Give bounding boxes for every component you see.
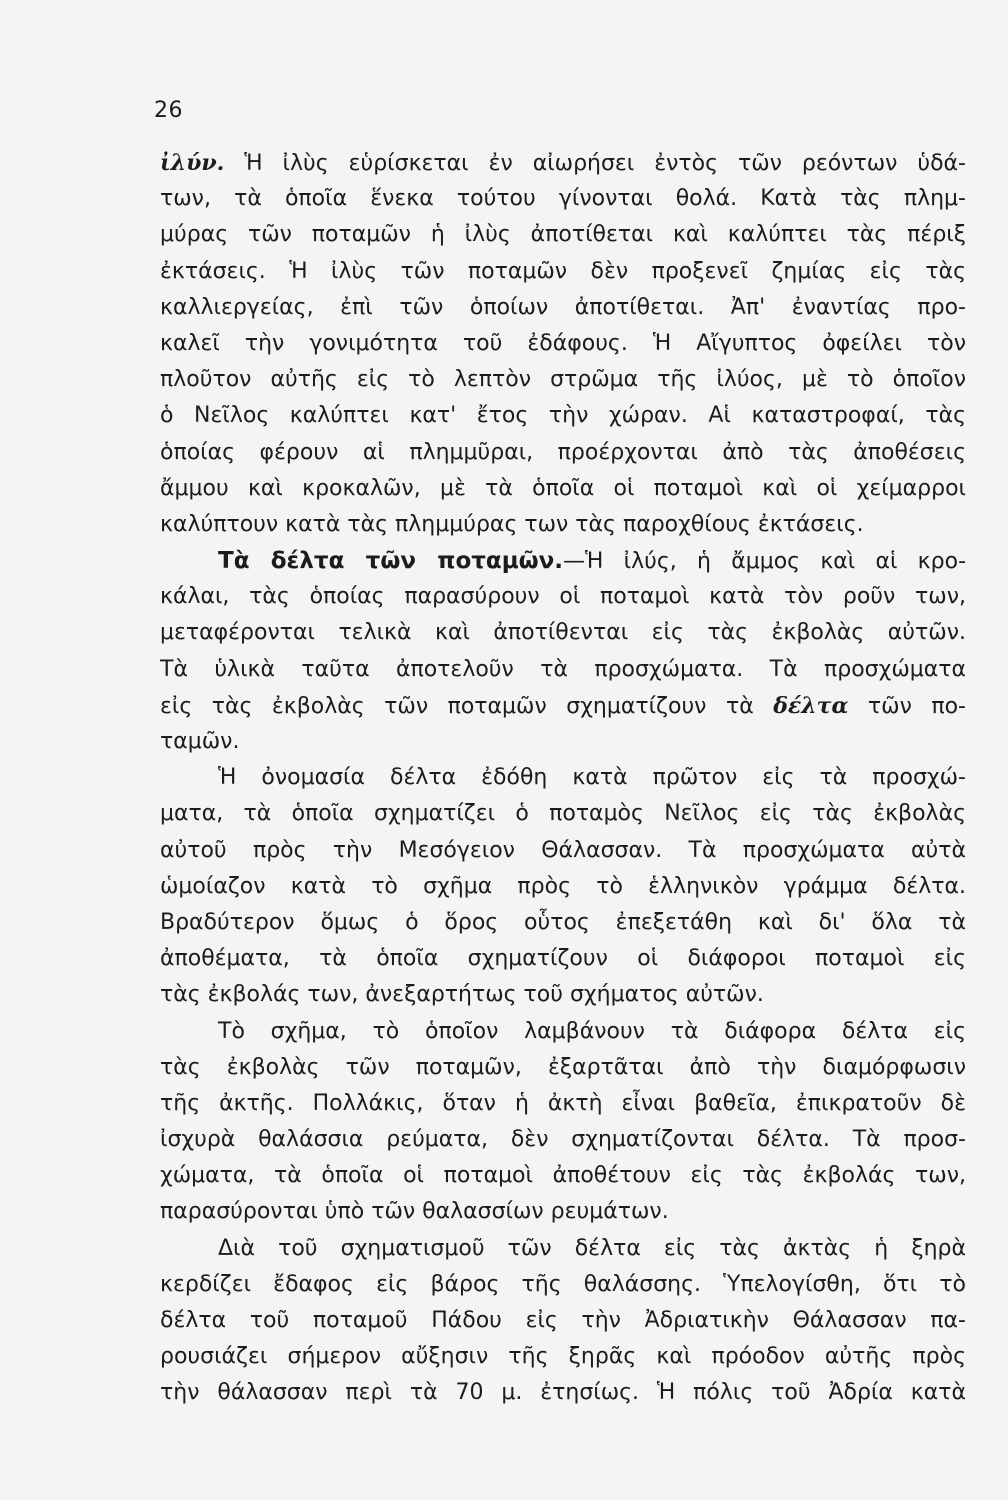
text-line: καλλιεργείας, ἐπὶ τῶν ὁποίων ἀποτίθεται. Ἀπ' ἐναντίας προ- (160, 294, 966, 320)
line-text: τῶν πο- (848, 693, 966, 719)
text-line: καλεῖ τὴν γονιμότητα τοῦ ἐδάφους. Ἡ Αἴγυπτος ὀφείλει τὸν (160, 330, 966, 356)
text-line (160, 688, 966, 724)
text-line: τὰς ἐκβολάς των, ἀνεξαρτήτως τοῦ σχήματος αὐτῶν. (160, 982, 764, 1008)
text-line: καλύπτουν κατὰ τὰς πλημμύρας των τὰς παροχθίους ἐκτάσεις. (160, 511, 864, 537)
text-line: ματα, τὰ ὁποῖα σχηματίζει ὁ ποταμὸς Νεῖλος εἰς τὰς ἐκβολὰς (160, 801, 966, 827)
body-text (160, 145, 966, 1412)
text-line: ἰσχυρὰ θαλάσσια ρεύματα, δὲν σχηματίζονται δέλτα. Τὰ προσ- (160, 1127, 966, 1153)
text-line: ὁποίας φέρουν αἱ πλημμῦραι, προέρχονται ἀπὸ τὰς ἀποθέσεις (160, 439, 966, 465)
text-line (160, 145, 966, 181)
text-line: κερδίζει ἔδαφος εἰς βάρος τῆς θαλάσσης. Ὑπελογίσθη, ὅτι τὸ (160, 1271, 966, 1297)
text-line: τὰς ἐκβολὰς τῶν ποταμῶν, ἐξαρτᾶται ἀπὸ τὴν διαμόρφωσιν (160, 1054, 966, 1080)
text-line: αὐτοῦ πρὸς τὴν Μεσόγειον Θάλασσαν. Τὰ προσχώματα αὐτὰ (160, 837, 966, 863)
text-line: τὴν θάλασσαν περὶ τὰ 70 μ. ἐτησίως. Ἡ πόλις τοῦ Ἀδρία κατὰ (160, 1380, 966, 1406)
text-line: μεταφέρονται τελικὰ καὶ ἀποτίθενται εἰς τὰς ἐκβολὰς αὐτῶν. (160, 620, 966, 646)
text-line: παρασύρονται ὑπὸ τῶν θαλασσίων ρευμάτων. (160, 1199, 669, 1225)
page-number: 26 (154, 98, 183, 123)
text-line: Διὰ τοῦ σχηματισμοῦ τῶν δέλτα εἰς τὰς ἀκτὰς ἡ ξηρὰ (218, 1235, 966, 1261)
italic-term: δέλτα (773, 692, 849, 719)
text-line (160, 543, 966, 579)
text-line: πλοῦτον αὐτῆς εἰς τὸ λεπτὸν στρῶμα τῆς ἰλύος, μὲ τὸ ὁποῖον (160, 367, 966, 393)
text-line: δέλτα τοῦ ποταμοῦ Πάδου εἰς τὴν Ἀδριατικὴν Θάλασσαν πα- (160, 1308, 966, 1333)
line-text: εἰς τὰς ἐκβολὰς τῶν ποταμῶν σχηματίζουν τὰ (160, 693, 774, 719)
text-line: χώματα, τὰ ὁποῖα οἱ ποταμοὶ ἀποθέτουν εἰς τὰς ἐκβολάς των, (160, 1163, 966, 1189)
text-line: ταμῶν. (160, 729, 240, 754)
text-line: Τὰ ὑλικὰ ταῦτα ἀποτελοῦν τὰ προσχώματα. Τὰ προσχώματα (160, 656, 966, 682)
text-line: τῆς ἀκτῆς. Πολλάκις, ὅταν ἡ ἀκτὴ εἶναι βαθεῖα, ἐπικρατοῦν δὲ (160, 1090, 966, 1116)
text-line: Ἡ ὀνομασία δέλτα ἐδόθη κατὰ πρῶτον εἰς τὰ προσχώ- (218, 765, 966, 791)
text-line: Τὸ σχῆμα, τὸ ὁποῖον λαμβάνουν τὰ διάφορα δέλτα εἰς (218, 1018, 966, 1044)
text-line: κάλαι, τὰς ὁποίας παρασύρουν οἱ ποταμοὶ κατὰ τὸν ροῦν των, (160, 584, 966, 610)
text-line: μύρας τῶν ποταμῶν ἡ ἰλὺς ἀποτίθεται καὶ καλύπτει τὰς πέριξ (160, 222, 966, 248)
text-line: των, τὰ ὁποῖα ἕνεκα τούτου γίνονται θολά. Κατὰ τὰς πλημ- (160, 186, 966, 212)
italic-term: ἰλύν. (160, 150, 225, 176)
text-line: ἀποθέματα, τὰ ὁποῖα σχηματίζουν οἱ διάφοροι ποταμοὶ εἰς (160, 946, 966, 972)
text-line: ἄμμου καὶ κροκαλῶν, μὲ τὰ ὁποῖα οἱ ποταμοὶ καὶ οἱ χείμαρροι (160, 475, 966, 501)
text-line: ἐκτάσεις. Ἡ ἰλὺς τῶν ποταμῶν δὲν προξενεῖ ζημίας εἰς τὰς (160, 258, 966, 284)
line-text: Ἡ ἰλὺς εὑρίσκεται ἐν αἰωρήσει ἐντὸς τῶν ρεόντων ὑδά- (224, 151, 966, 176)
line-text: —Ἡ ἰλύς, ἡ ἄμμος καὶ αἱ κρο- (563, 549, 967, 575)
text-line: ὁ Νεῖλος καλύπτει κατ' ἔτος τὴν χώραν. Αἱ καταστροφαί, τὰς (160, 403, 966, 429)
text-line: ὡμοίαζον κατὰ τὸ σχῆμα πρὸς τὸ ἑλληνικὸν γράμμα δέλτα. (160, 873, 966, 899)
text-line: ρουσιάζει σήμερον αὔξησιν τῆς ξηρᾶς καὶ πρόοδον αὐτῆς πρὸς (160, 1344, 966, 1370)
text-line: Βραδύτερον ὅμως ὁ ὅρος οὗτος ἐπεξετάθη καὶ δι' ὅλα τὰ (160, 909, 966, 935)
section-heading: Τὰ δέλτα τῶν ποταμῶν. (218, 548, 564, 575)
